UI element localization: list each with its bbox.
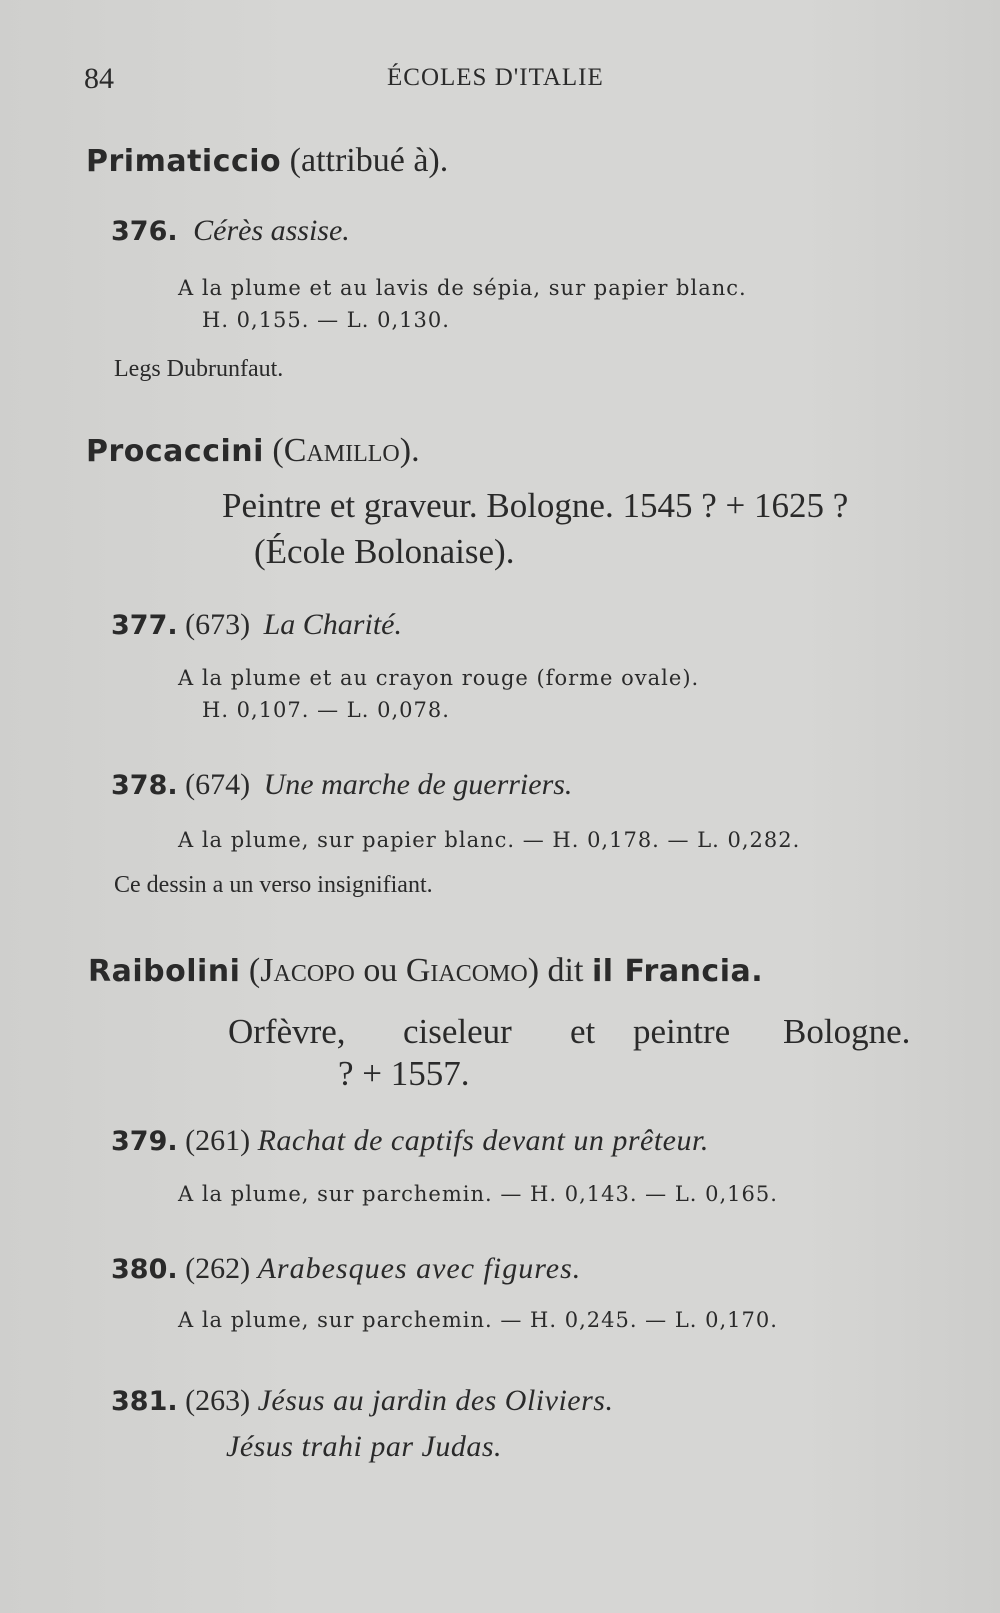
paren-open: ( bbox=[248, 952, 261, 989]
artist-life-word: et bbox=[570, 1012, 596, 1051]
artist-heading-raibolini bbox=[88, 952, 763, 990]
paren-close: ) dit bbox=[527, 952, 584, 989]
entry-old-number: (262) bbox=[185, 1252, 251, 1285]
artist-alt-name: Giacomo bbox=[405, 952, 528, 989]
artist-first-name: Jacopo bbox=[260, 952, 355, 989]
artist-life-word: Bologne. bbox=[783, 1012, 911, 1051]
catalogue-entry-376 bbox=[111, 214, 350, 248]
entry-old-number: (674) bbox=[185, 768, 251, 801]
conjunction: ou bbox=[363, 952, 398, 989]
catalogue-entry-380 bbox=[111, 1252, 581, 1286]
entry-description: A la plume, sur parchemin. — H. 0,245. — L. 0,170. bbox=[178, 1308, 778, 1332]
entry-number: 378. bbox=[111, 770, 178, 801]
artist-life-word: peintre bbox=[633, 1012, 731, 1051]
entry-description: A la plume, sur parchemin. — H. 0,143. — L. 0,165. bbox=[178, 1182, 778, 1206]
artist-heading-procaccini bbox=[86, 432, 420, 470]
artist-life-word: Orfèvre, bbox=[228, 1012, 346, 1051]
entry-description: A la plume et au crayon rouge (forme ovale). bbox=[178, 666, 700, 690]
artist-name: Procaccini bbox=[86, 434, 264, 469]
artist-life-dates: ? + 1557. bbox=[338, 1054, 470, 1093]
entry-old-number: (263) bbox=[185, 1384, 251, 1417]
entry-title-continued: Jésus trahi par Judas. bbox=[226, 1430, 502, 1463]
entry-number: 376. bbox=[111, 216, 178, 247]
entry-number: 380. bbox=[111, 1254, 178, 1285]
artist-life-line: Peintre et graveur. Bologne. 1545 ? + 1625 ? bbox=[222, 486, 849, 525]
entry-dimensions: H. 0,107. — L. 0,078. bbox=[202, 698, 450, 722]
running-title: ÉCOLES D'ITALIE bbox=[387, 64, 604, 91]
entry-note: Legs Dubrunfaut. bbox=[114, 356, 284, 382]
artist-life-word: ciseleur bbox=[403, 1012, 512, 1051]
artist-nickname: il Francia. bbox=[591, 954, 764, 989]
entry-title: Jésus au jardin des Oliviers. bbox=[257, 1384, 614, 1417]
artist-name: Raibolini bbox=[88, 954, 241, 989]
paren-open: ( bbox=[272, 432, 284, 469]
catalogue-entry-379 bbox=[111, 1124, 709, 1158]
entry-title: La Charité. bbox=[263, 608, 402, 641]
entry-title: Une marche de guerriers. bbox=[263, 768, 573, 801]
entry-title: Rachat de captifs devant un prêteur. bbox=[257, 1124, 709, 1157]
artist-first-name: Camillo bbox=[283, 432, 400, 469]
entry-title: Cérès assise. bbox=[193, 214, 350, 247]
entry-old-number: (261) bbox=[185, 1124, 251, 1157]
paren-close: ). bbox=[399, 432, 420, 469]
entry-note: Ce dessin a un verso insignifiant. bbox=[114, 872, 433, 898]
page-number: 84 bbox=[84, 62, 114, 95]
artist-qualifier: (attribué à). bbox=[289, 142, 449, 179]
entry-number: 381. bbox=[111, 1386, 178, 1417]
catalogue-entry-378 bbox=[111, 768, 572, 802]
entry-title: Arabesques avec figures. bbox=[257, 1252, 582, 1285]
entry-dimensions: H. 0,155. — L. 0,130. bbox=[202, 308, 450, 332]
entry-description: A la plume et au lavis de sépia, sur papier blanc. bbox=[178, 276, 747, 300]
entry-number: 377. bbox=[111, 610, 178, 641]
entry-description: A la plume, sur papier blanc. — H. 0,178. — L. 0,282. bbox=[178, 828, 801, 852]
artist-school-line: (École Bolonaise). bbox=[254, 532, 515, 571]
artist-name: Primaticcio bbox=[86, 144, 282, 179]
catalogue-entry-377 bbox=[111, 608, 402, 642]
artist-heading-primaticcio bbox=[86, 142, 448, 180]
catalogue-entry-381 bbox=[111, 1384, 613, 1418]
entry-number: 379. bbox=[111, 1126, 178, 1157]
entry-old-number: (673) bbox=[185, 608, 251, 641]
